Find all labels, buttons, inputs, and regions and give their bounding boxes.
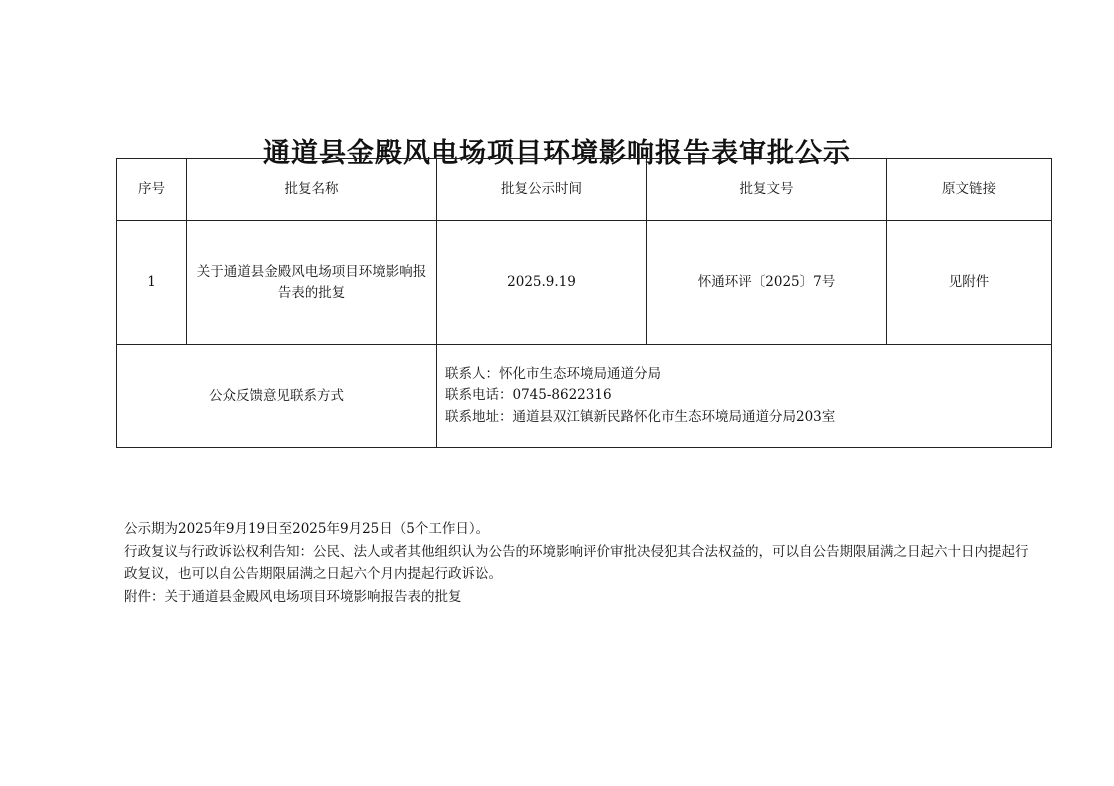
header-index: 序号: [117, 159, 187, 221]
row-link[interactable]: 见附件: [887, 221, 1052, 345]
table-header-row: [117, 159, 1052, 221]
row-index: 1: [117, 221, 187, 345]
contact-person: 联系人：怀化市生态环境局通道分局: [445, 365, 661, 382]
footer-period: 公示期为2025年9月19日至2025年9月25日（5个工作日）。: [124, 521, 490, 537]
contact-label: 公众反馈意见联系方式: [117, 345, 437, 448]
header-date: 批复公示时间: [437, 159, 647, 221]
contact-address: 联系地址：通道县双江镇新民路怀化市生态环境局通道分局203室: [445, 408, 836, 425]
table-row: [117, 221, 1052, 345]
contact-info: [437, 345, 1052, 448]
row-doc-no: 怀通环评〔2025〕7号: [647, 221, 887, 345]
header-doc-no: 批复文号: [647, 159, 887, 221]
footer-rights: 行政复议与行政诉讼权利告知：公民、法人或者其他组织认为公告的环境影响评价审批决侵犯其合法权益的，可以自公告期限届满之日起六十日内提起行政复议，也可以自公告期限届满之日起六个月内提起行政诉讼。: [124, 543, 1029, 582]
header-link: 原文链接: [887, 159, 1052, 221]
approval-table: [116, 158, 1052, 448]
row-date: 2025.9.19: [437, 221, 647, 345]
row-name: 关于通道县金殿风电场项目环境影响报告表的批复: [187, 221, 437, 345]
footer-notes: [124, 518, 1034, 608]
footer-attachment: 附件：关于通道县金殿风电场项目环境影响报告表的批复: [124, 588, 462, 605]
contact-phone: 联系电话：0745-8622316: [445, 387, 612, 404]
contact-row: [117, 345, 1052, 448]
page-title: 通道县金殿风电场项目环境影响报告表审批公示: [263, 138, 851, 170]
header-name: 批复名称: [187, 159, 437, 221]
